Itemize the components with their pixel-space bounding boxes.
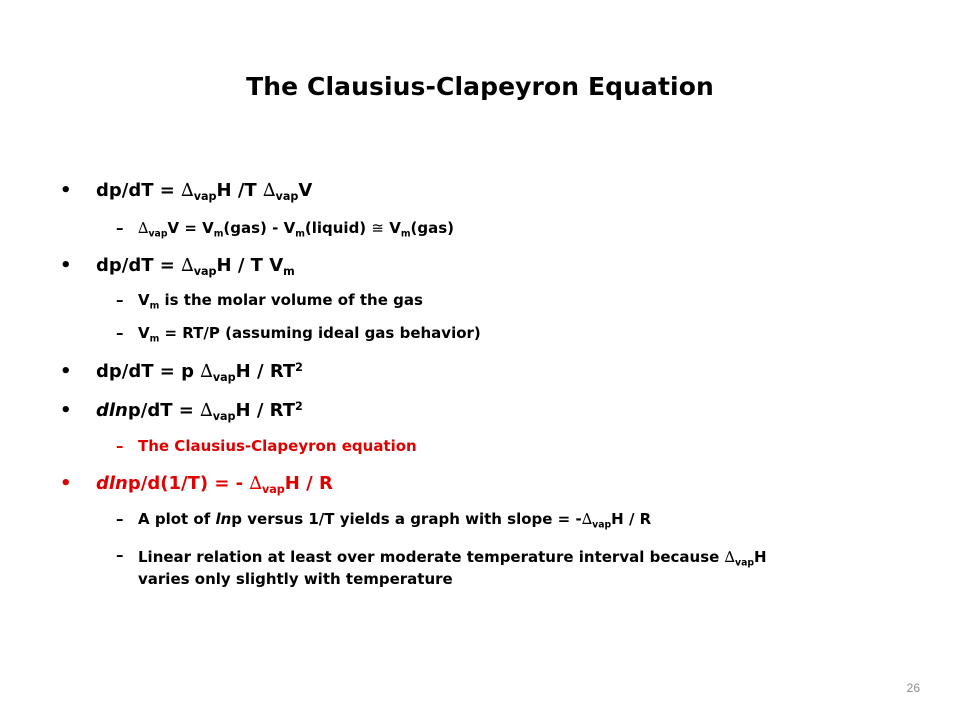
subbullet-text: Linear relation at least over moderate temperature interval because $\Delta_{vap}H$ varies only slightly with temperature [138, 548, 767, 588]
dash-marker: – [116, 510, 124, 528]
bullet-marker: • [60, 400, 72, 421]
dash-marker: – [116, 219, 124, 237]
bullet-text: dp/dT = p $\Delta_{vap}H / RT^2$ [96, 360, 303, 384]
bullet-text: $dp/dT = \Delta_{vap}H$ /T $\Delta_{vap}V$ [96, 180, 313, 203]
page-number: 26 [906, 681, 920, 695]
dash-marker: – [116, 437, 124, 455]
bullet-text: $dlnp/dT = \Delta_{vap}H / RT^2$ [96, 399, 303, 423]
bullet-marker: • [60, 361, 72, 382]
subbullet-text: $V_m$ is the molar volume of the gas [138, 291, 423, 312]
subbullet-text: A plot of lnp versus 1/T yields a graph with slope = $-\Delta_{vap}H$ / R [138, 510, 652, 531]
bullet-marker: • [60, 180, 72, 201]
bullet-text: $dp/dT = \Delta_{vap}H / T$ $V_m$ [96, 255, 295, 278]
bullet-marker: • [60, 473, 72, 494]
subbullet-text: The Clausius-Clapeyron equation [138, 437, 417, 455]
dash-marker: – [116, 546, 124, 564]
subbullet-text: $V_m = RT/P$ (assuming ideal gas behavior) [138, 324, 481, 345]
subbullet-text: $\Delta_{vap}V = V_m(gas)$ - $V_m(liquid)$ ≅ $V_m(gas)$ [138, 219, 454, 240]
bullet-marker: • [60, 255, 72, 276]
slide-title: The Clausius-Clapeyron Equation [246, 72, 714, 101]
bullet-text: dlnp/d(1/T) = - $\Delta_{vap}H$ / R [96, 473, 333, 496]
dash-marker: – [116, 324, 124, 342]
dash-marker: – [116, 291, 124, 309]
